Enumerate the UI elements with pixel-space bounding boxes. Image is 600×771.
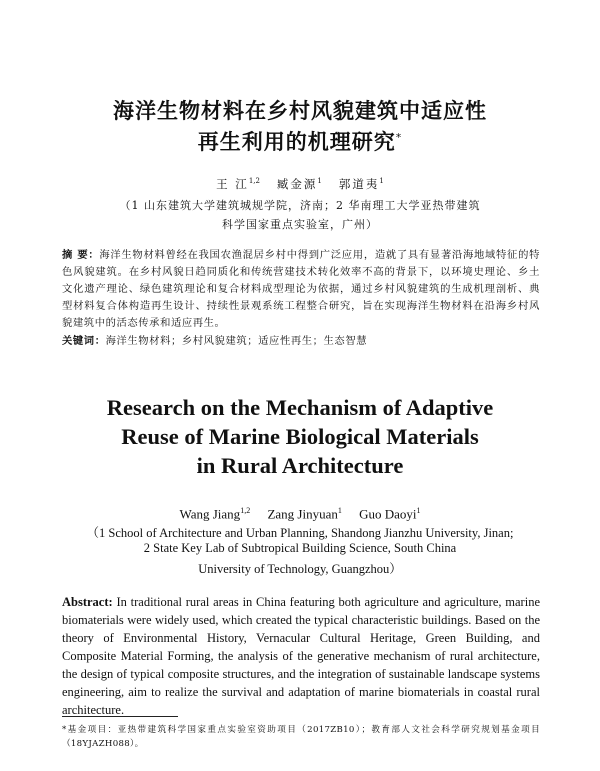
en-title-line-1: Research on the Mechanism of Adaptive [106, 395, 494, 420]
cn-author-1: 王 江 [216, 177, 249, 191]
cn-abstract-label: 摘 要： [62, 249, 100, 261]
en-author-3-affil: 1 [416, 506, 421, 515]
cn-author-2: 臧金源 [276, 177, 318, 191]
cn-abstract-text: 海洋生物材料曾经在我国农渔混居乡村中得到广泛应用，造就了具有显著沿海地域特征的特色风貌建筑。在乡村风貌日趋同质化和传统营建技术转化效率不高的背景下，以环境史理论、乡土文化遗产理论、绿色建筑理论和复合材料成型理论为依据，通过乡村风貌建筑的生成机理剖析、典型材料复合体构造再生设计、持续性景观系统工程整合研究，旨在实现海洋生物材料在沿海乡村风貌建筑中的活态传承和适应再生。 [62, 249, 540, 329]
cn-affiliation-line-1: （1 山东建筑大学建筑城规学院，济南；2 华南理工大学亚热带建筑 [119, 199, 481, 212]
en-abstract-label: Abstract: [62, 595, 113, 609]
cn-keywords [62, 332, 540, 347]
cn-title-line-2-text: 再生利用的机理研究 [197, 130, 396, 154]
cn-affiliation-line-2: 科学国家重点实验室，广州） [222, 218, 378, 231]
en-author-2: Zang Jinyuan [267, 506, 338, 522]
en-abstract [62, 593, 540, 719]
cn-author-2-affil: 1 [317, 177, 322, 186]
cn-keywords-text: 海洋生物材料；乡村风貌建筑；适应性再生；生态智慧 [105, 335, 368, 347]
footnote: *基金项目：亚热带建筑科学国家重点实验室资助项目（2017ZB10）；教育部人文社会科学研究规划基金项目（18YJAZH088）。 [62, 725, 540, 749]
en-affiliation-line-3: University of Technology, Guangzhou） [198, 562, 402, 576]
cn-title-line-2 [0, 126, 600, 156]
en-author-line [0, 506, 600, 522]
en-affiliation-line-1: （1 School of Architecture and Urban Planning, Shandong Jianzhu University, Jinan; [86, 526, 514, 540]
en-affiliation-line-2: 2 State Key Lab of Subtropical Building Science, South China [143, 541, 457, 555]
funding-mark: * [395, 131, 403, 144]
en-author-1-affil: 1,2 [240, 506, 251, 515]
en-title-line-2: Reuse of Marine Biological Materials [121, 424, 479, 449]
en-author-1: Wang Jiang [179, 506, 241, 522]
en-abstract-text: In traditional rural areas in China featuring both agriculture and agriculture, marine biomaterials were widely used, which created the typical characteristic buildings. Based on the theory of Environmental History, Vernacular Cultural Heritage, Green Building, and Composite Material Forming, the analysis of the generative mechanism of rural architecture, the design of typical composite structures, and the integration of sustainable landscape systems engineering, aim to realize the survival and adaptation of marine biomaterials in coastal rural architecture. [62, 595, 540, 717]
cn-author-3-affil: 1 [379, 177, 384, 186]
cn-author-line [0, 176, 600, 192]
footnote-rule [62, 716, 178, 717]
en-author-2-affil: 1 [337, 506, 342, 515]
en-title-line-3: in Rural Architecture [196, 453, 404, 478]
cn-author-3: 郭道夷 [338, 177, 380, 191]
cn-title-line-1: 海洋生物材料在乡村风貌建筑中适应性 [113, 99, 487, 123]
en-author-3: Guo Daoyi [359, 506, 417, 522]
cn-abstract [62, 247, 540, 332]
cn-author-1-affil: 1,2 [248, 177, 260, 186]
cn-keywords-label: 关键词： [62, 335, 106, 347]
